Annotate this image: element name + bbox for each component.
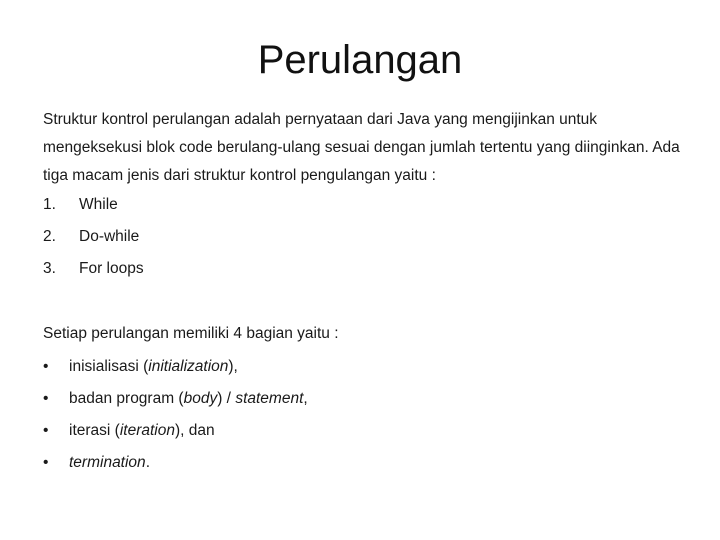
list-marker: 1. [43, 196, 56, 213]
bullet-term: termination [69, 454, 146, 471]
list-marker: 3. [43, 260, 56, 277]
bullet-text: ) / [217, 390, 236, 407]
bullet-item [43, 384, 683, 416]
bullet-marker: • [43, 422, 49, 439]
bullet-text: iterasi ( [69, 422, 120, 439]
list-item-text: For loops [79, 260, 144, 277]
bullet-term: initialization [148, 358, 229, 375]
bullet-item [43, 352, 683, 384]
bullet-text: . [145, 454, 150, 471]
parts-intro: Setiap perulangan memiliki 4 bagian yaitu : [43, 325, 339, 342]
bullet-item [43, 416, 683, 448]
list-item [43, 190, 443, 222]
list-item [43, 254, 443, 286]
bullet-marker: • [43, 390, 49, 407]
list-item-text: Do-while [79, 228, 140, 245]
slide-title: Perulangan [257, 38, 463, 82]
intro-paragraph: Struktur kontrol perulangan adalah pernyataan dari Java yang mengijinkan untuk mengeksekusi blok code berulang-ulang sesuai dengan jumlah tertentu yang diinginkan. Ada tiga macam jenis dari struktur kontrol pengulangan yaitu : [43, 111, 680, 184]
bullet-item [43, 448, 683, 480]
bullet-text: , [303, 390, 308, 407]
bullet-text: ), [228, 358, 238, 375]
list-marker: 2. [43, 228, 56, 245]
list-item-text: While [79, 196, 118, 213]
bullet-list [43, 352, 683, 480]
bullet-text: inisialisasi ( [69, 358, 149, 375]
bullet-marker: • [43, 358, 49, 375]
bullet-text: ), dan [174, 422, 215, 439]
list-item [43, 222, 443, 254]
bullet-term: statement [235, 390, 304, 407]
bullet-term: body [183, 390, 218, 407]
numbered-list [43, 190, 443, 286]
bullet-term: iteration [119, 422, 175, 439]
bullet-marker: • [43, 454, 49, 471]
bullet-text: badan program ( [69, 390, 184, 407]
